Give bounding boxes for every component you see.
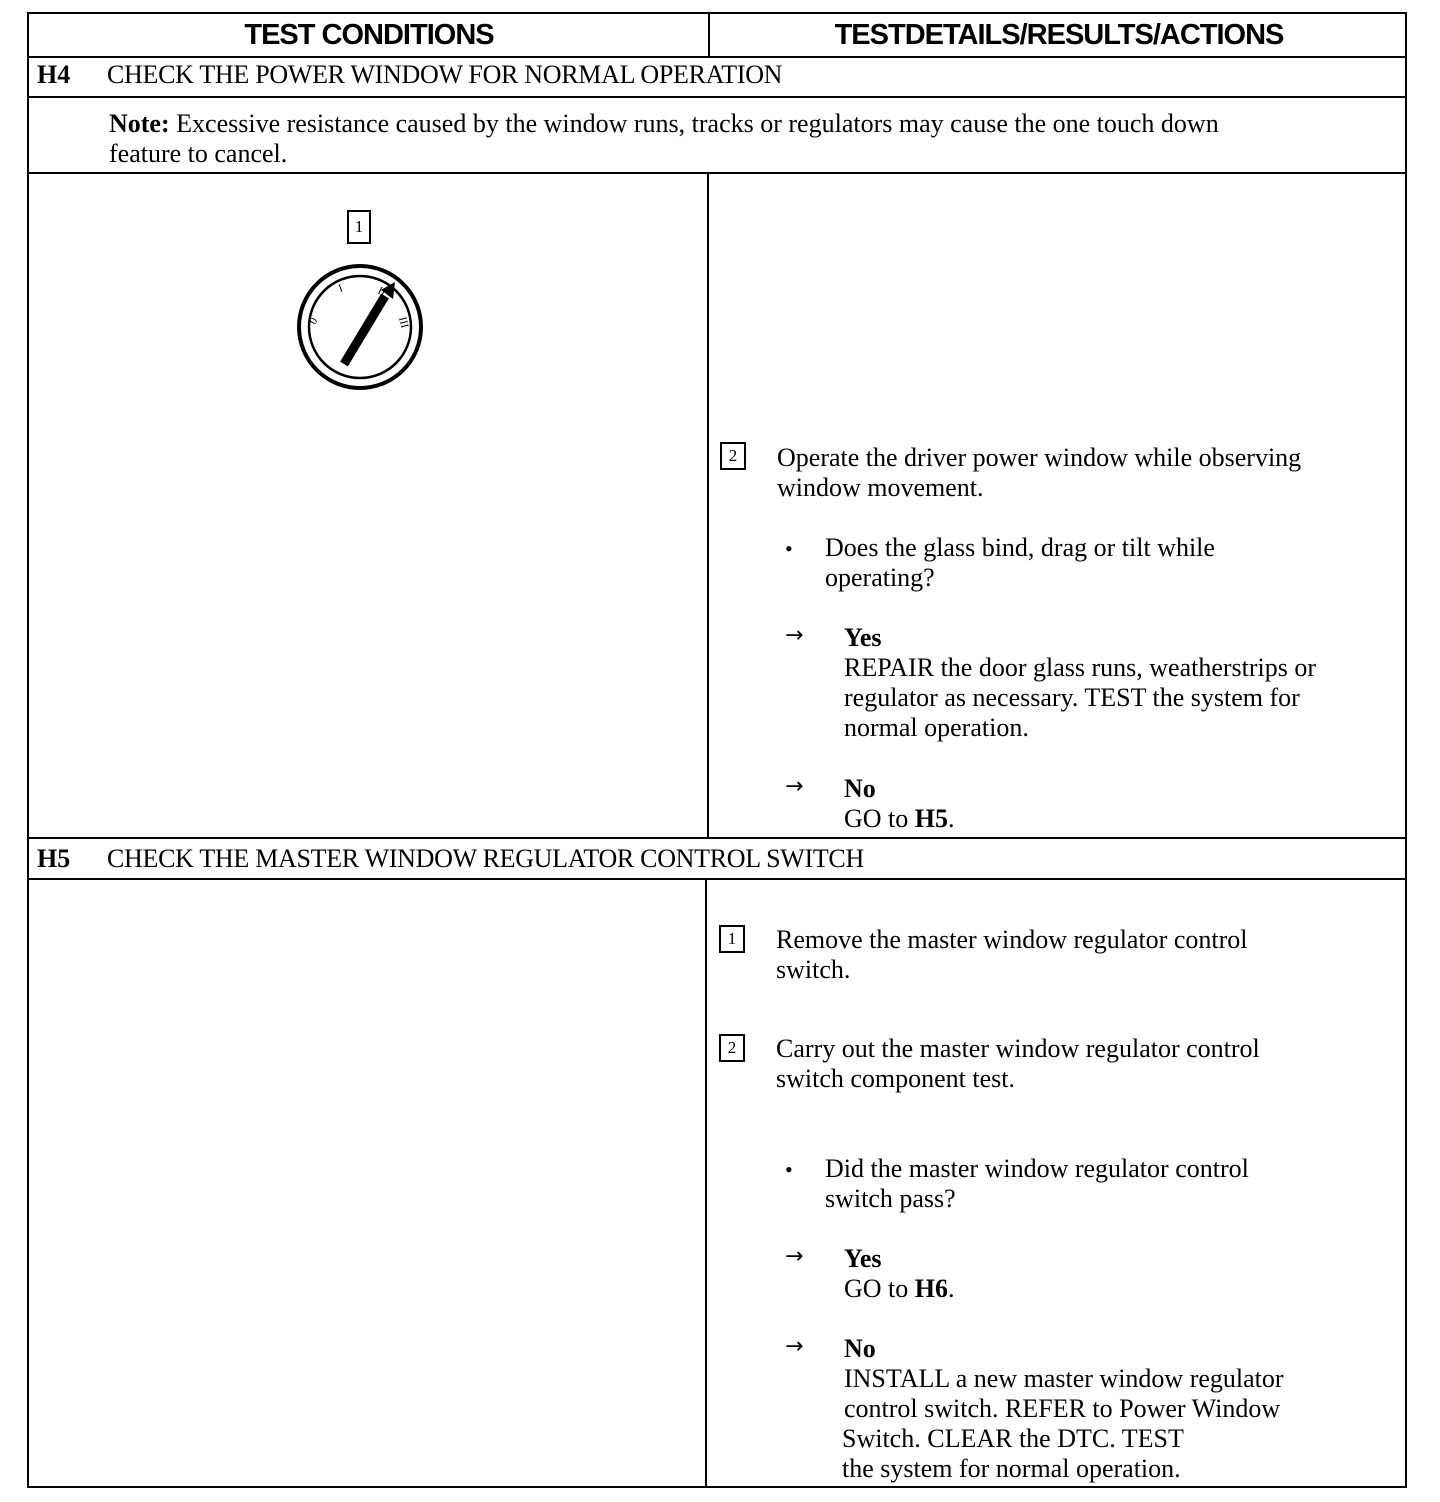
note-text-cont: feature to cancel. (109, 139, 288, 168)
no-label: No (844, 1334, 876, 1363)
column-divider (705, 878, 707, 1488)
arrow-right-icon: → (785, 623, 804, 648)
step-number-box: 2 (720, 442, 746, 470)
divider (29, 172, 1405, 174)
position-label-0: 0 (307, 315, 321, 327)
section-id-h5: H5 (37, 844, 71, 873)
goto-target: H6 (914, 1274, 949, 1303)
column-divider (707, 172, 709, 837)
step-number-box: 1 (719, 925, 745, 953)
goto-end: . (948, 804, 955, 833)
header-test-conditions: TEST CONDITIONS (244, 19, 494, 51)
action-text: REPAIR the door glass runs, weatherstrips or (844, 653, 1317, 682)
action-text (844, 1274, 955, 1304)
step-text: switch. (776, 955, 851, 984)
no-label: No (844, 774, 876, 803)
action-text: regulator as necessary. TEST the system for (844, 683, 1300, 712)
action-text: Switch. CLEAR the DTC. TEST (842, 1424, 1184, 1453)
divider (29, 878, 1405, 880)
divider (29, 837, 1405, 839)
action-text: control switch. REFER to Power Window (844, 1394, 1281, 1423)
step-text: Operate the driver power window while observing (777, 443, 1302, 472)
step-text: window movement. (777, 473, 984, 502)
note (109, 109, 1219, 139)
header-test-details: TESTDETAILS/RESULTS/ACTIONS (834, 19, 1284, 51)
question-text: Did the master window regulator control (825, 1154, 1249, 1183)
note-text: Excessive resistance caused by the window runs, tracks or regulators may cause the one touch down (169, 109, 1219, 138)
action-text (844, 804, 955, 834)
section-id-h4: H4 (37, 60, 71, 89)
position-label-1: I (336, 282, 345, 295)
goto-target: H5 (914, 804, 949, 833)
diagnostic-table (27, 12, 1407, 1488)
action-text: INSTALL a new master window regulator (844, 1364, 1284, 1393)
divider (29, 56, 1405, 58)
ignition-switch-icon (295, 262, 425, 392)
yes-label: Yes (844, 1244, 882, 1273)
bullet-icon: • (785, 536, 793, 561)
step-number-box: 1 (347, 210, 371, 244)
goto-end: . (948, 1274, 955, 1303)
arrow-right-icon: → (785, 774, 804, 799)
yes-label: Yes (844, 623, 882, 652)
step-number-box: 2 (719, 1034, 745, 1062)
section-title-h5: CHECK THE MASTER WINDOW REGULATOR CONTROL SWITCH (107, 844, 864, 873)
note-label: Note: (109, 109, 170, 138)
arrow-right-icon: → (785, 1334, 804, 1359)
action-text: the system for normal operation. (842, 1454, 1181, 1483)
bullet-icon: • (785, 1157, 793, 1182)
arrow-right-icon: → (785, 1244, 804, 1269)
step-text: switch component test. (776, 1064, 1016, 1093)
section-title-h4: CHECK THE POWER WINDOW FOR NORMAL OPERATION (107, 60, 783, 89)
step-text: Carry out the master window regulator control (776, 1034, 1260, 1063)
goto-text: GO to (844, 804, 915, 833)
question-text: Does the glass bind, drag or tilt while (825, 533, 1215, 562)
step-text: Remove the master window regulator control (776, 925, 1248, 954)
column-divider (708, 14, 710, 56)
position-label-2: II (375, 284, 388, 299)
action-text: normal operation. (844, 713, 1029, 742)
divider (29, 96, 1405, 98)
position-label-3: III (396, 315, 411, 330)
goto-text: GO to (844, 1274, 915, 1303)
question-text: operating? (825, 563, 935, 592)
question-text: switch pass? (825, 1184, 956, 1213)
